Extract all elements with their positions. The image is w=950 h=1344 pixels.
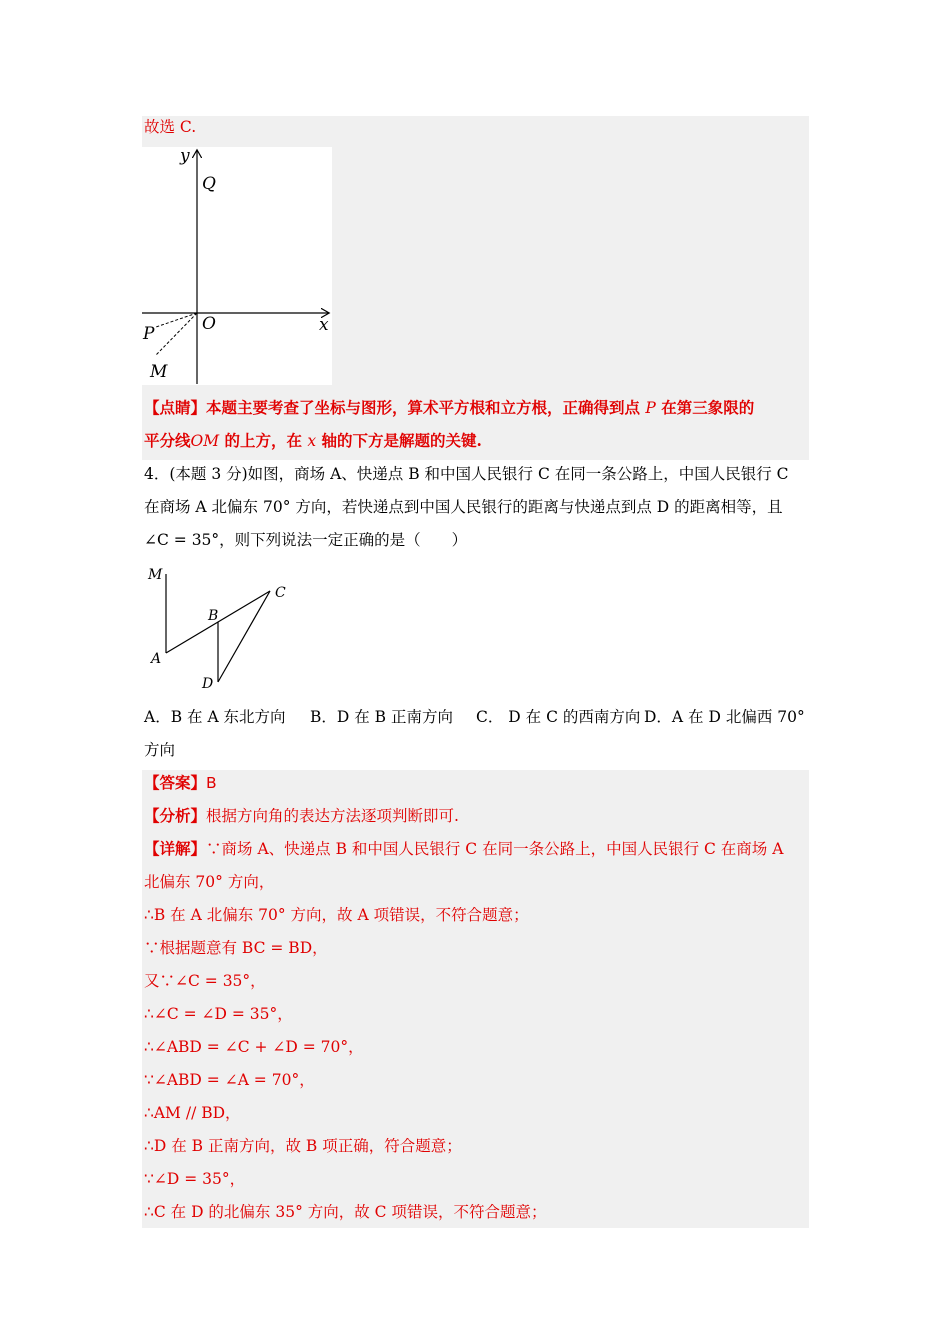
tip-var-p: P bbox=[645, 399, 656, 417]
segment-om bbox=[156, 313, 197, 355]
detail-line-5: 又∵∠C = 35°， bbox=[144, 972, 266, 990]
direction-figure bbox=[142, 560, 292, 695]
choose-answer-text: 故选 C. bbox=[144, 118, 197, 136]
detail-line-8: ∵∠ABD = ∠A = 70°， bbox=[144, 1071, 315, 1089]
point-c-label: C bbox=[275, 585, 286, 601]
detail-line-2: 北偏东 70° 方向， bbox=[144, 873, 275, 891]
point-p-label: P bbox=[143, 324, 155, 344]
direction-svg bbox=[142, 560, 292, 695]
option-a: A．B 在 A 东北方向 bbox=[144, 708, 286, 726]
answer-line bbox=[144, 772, 217, 794]
answer-tag: 【答案】 bbox=[144, 773, 207, 792]
option-d-continued: 方向 bbox=[144, 741, 176, 759]
tip-text-1a: 本题主要考查了坐标与图形，算术平方根和立方根，正确得到点 bbox=[206, 398, 646, 417]
detail-line-11: ∵∠D = 35°， bbox=[144, 1170, 246, 1188]
tip-text-1b: 在第三象限的 bbox=[655, 398, 755, 417]
detail-line-1 bbox=[144, 838, 783, 860]
coordinate-svg bbox=[142, 147, 332, 385]
choose-answer-line bbox=[144, 116, 196, 138]
line-dc bbox=[218, 591, 270, 682]
tip-text-2a: 平分线 bbox=[144, 431, 191, 450]
point-a-label: A bbox=[151, 651, 162, 667]
option-c: C． D 在 C 的西南方向 bbox=[476, 708, 641, 726]
question-4-line-2: 在商场 A 北偏东 70° 方向，若快递点到中国人民银行的距离与快递点到点 D 的距离相等，且 bbox=[144, 498, 783, 516]
detail-tag: 【详解】 bbox=[144, 839, 207, 858]
analysis-tag: 【分析】 bbox=[144, 806, 207, 825]
tip-tag: 【点睛】 bbox=[144, 398, 207, 417]
tip-text-2b: 的上方，在 bbox=[219, 431, 308, 450]
analysis-text: 根据方向角的表达方法逐项判断即可. bbox=[206, 807, 459, 825]
detail-line-7: ∴∠ABD = ∠C + ∠D = 70°， bbox=[144, 1038, 364, 1056]
detail-line-9: ∴AM // BD， bbox=[144, 1104, 241, 1122]
tip-var-x: x bbox=[307, 432, 317, 450]
coordinate-figure bbox=[142, 147, 332, 385]
point-m-label: M bbox=[148, 567, 163, 583]
analysis-line bbox=[144, 805, 459, 827]
question-4-line-3: ∠C = 35°，则下列说法一定正确的是（ ） bbox=[144, 531, 468, 549]
origin-label: O bbox=[202, 314, 216, 334]
point-m-label: M bbox=[150, 362, 168, 382]
option-b: B．D 在 B 正南方向 bbox=[310, 708, 453, 726]
y-axis-label: y bbox=[180, 147, 190, 166]
detail-line-10: ∴D 在 B 正南方向，故 B 项正确，符合题意； bbox=[144, 1137, 462, 1155]
tip-line-2 bbox=[144, 430, 482, 452]
detail-line-6: ∴∠C = ∠D = 35°， bbox=[144, 1005, 293, 1023]
x-axis-label: x bbox=[319, 315, 329, 335]
detail-line-3: ∴B 在 A 北偏东 70° 方向，故 A 项错误，不符合题意； bbox=[144, 906, 529, 924]
option-d: D．A 在 D 北偏西 70° bbox=[644, 708, 805, 726]
question-4-line-1: 4．(本题 3 分)如图，商场 A、快递点 B 和中国人民银行 C 在同一条公路上，中国人民银行 C bbox=[144, 465, 789, 483]
answer-value: B bbox=[206, 774, 217, 792]
detail-text-1: ∵商场 A、快递点 B 和中国人民银行 C 在同一条公路上，中国人民银行 C 在商场 A bbox=[206, 840, 784, 858]
tip-var-om: OM bbox=[190, 432, 220, 450]
tip-line-1 bbox=[144, 397, 754, 419]
tip-text-2c: 轴的下方是解题的关键. bbox=[316, 431, 482, 450]
point-d-label: D bbox=[202, 676, 214, 692]
point-q-label: Q bbox=[202, 174, 216, 194]
segment-op bbox=[156, 313, 197, 327]
point-b-label: B bbox=[208, 608, 219, 624]
detail-line-12: ∴C 在 D 的北偏东 35° 方向，故 C 项错误，不符合题意； bbox=[144, 1203, 547, 1221]
detail-line-4: ∵根据题意有 BC = BD， bbox=[144, 939, 328, 957]
options-line bbox=[144, 706, 805, 728]
